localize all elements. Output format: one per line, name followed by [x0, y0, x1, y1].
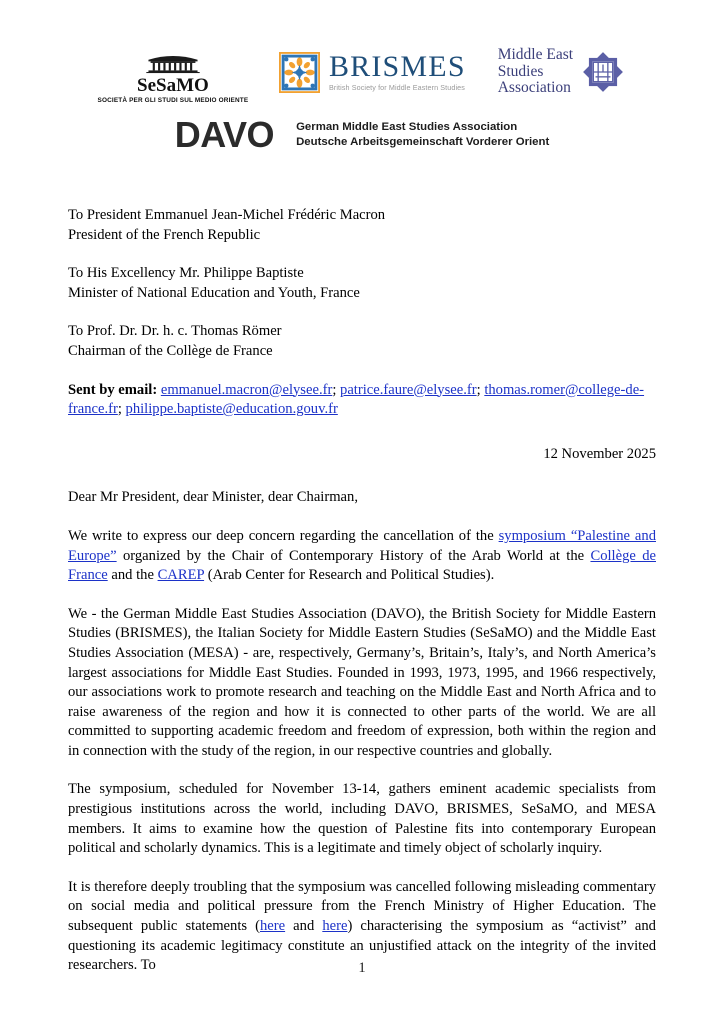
recipient-1-line-1: To President Emmanuel Jean-Michel Frédéric Macron	[68, 207, 386, 223]
p4-part-2: and	[285, 918, 323, 935]
logo-brismes	[279, 44, 466, 100]
p1-part-3: and the	[107, 567, 158, 584]
recipient-block-2	[68, 264, 656, 303]
brismes-geometric-tile-icon	[279, 52, 320, 93]
mesa-star-emblem-icon	[581, 50, 625, 94]
recipient-block-1	[68, 206, 656, 245]
davo-tagline-line-2: Deutsche Arbeitsgemeinschaft Vorderer Orient	[296, 136, 550, 148]
davo-wordmark: DAVO	[174, 114, 275, 155]
email-link-romer[interactable]: thomas.romer@college-de-france.fr	[68, 381, 645, 418]
paragraph-3: The symposium, scheduled for November 13-14, gathers eminent academic specialists from prestigious institutions across the world, including DAVO, BRISMES, SeSaMO, and MESA members. It aims to examine how the question of Palestine fits into contemporary European political and scholarly dynamics. This is a legitimate and timely object of scholarly inquiry.	[68, 781, 656, 857]
email-link-baptiste[interactable]: philippe.baptiste@education.gouv.fr	[125, 401, 338, 418]
paragraph-1	[68, 527, 656, 586]
link-college-de-france[interactable]: Collège de France	[68, 547, 656, 584]
page-number: 1	[358, 960, 366, 976]
recipient-block-3	[68, 322, 656, 361]
logo-mesa	[498, 42, 625, 102]
mesa-line-1: Middle East	[497, 46, 574, 64]
paragraph-2: We - the German Middle East Studies Association (DAVO), the British Society for Middle Eastern Studies (BRISMES), the Italian Society for Middle Eastern Studies (SeSaMO) and the Middle East Studies Association (MESA) - are, respectively, Germany’s, Britain’s, Italy’s, and North America’s largest associations for Middle East Studies. Founded in 1993, 1973, 1995, and 1966 respectively, our associations work to promote research and teaching on the Middle East and North Africa and to raise awareness of the region and how it is connected to other parts of the world. We are all committed to supporting academic freedom and freedom of expression, both within the region and in connection with the study of the region, in our respective countries and globally.	[68, 605, 656, 759]
email-separator-1: ;	[332, 381, 341, 398]
mesa-line-2: Studies	[497, 62, 544, 80]
logo-sesamo	[99, 39, 247, 105]
p4-part-1: It is therefore deeply troubling that the symposium was cancelled following misleading commentary on social media and political pressure from the French Ministry of Higher Education. The subsequent public statements (	[68, 878, 656, 935]
p1-part-2: organized by the Chair of Contemporary History of the Arab World at the	[116, 547, 591, 564]
email-separator-2: ;	[476, 381, 485, 398]
logo-davo	[0, 116, 724, 154]
brismes-wordmark: BRISMES	[328, 50, 466, 83]
sesamo-wordmark: SeSaMO	[137, 75, 209, 96]
mesa-line-3: Association	[497, 79, 571, 97]
davo-text-block	[296, 120, 549, 150]
salutation: Dear Mr President, dear Minister, dear Chairman,	[68, 489, 358, 506]
recipient-1-line-2: President of the French Republic	[68, 226, 261, 243]
email-link-macron[interactable]: emmanuel.macron@elysee.fr	[160, 381, 333, 398]
link-symposium-palestine-and-europe[interactable]: symposium “Palestine and Europe”	[68, 527, 656, 564]
email-separator-3: ;	[117, 401, 126, 418]
p4-part-3: ) characterising the symposium as “activist” and questioning its academic legitimacy constitute an unjustified attack on the integrity of the invited researchers. To	[68, 918, 656, 974]
recipient-3-line-2: Chairman of the Collège de France	[68, 342, 273, 359]
brismes-tagline: British Society for Middle Eastern Studies	[328, 83, 465, 92]
link-carep[interactable]: CAREP	[157, 567, 205, 584]
logo-header-row	[0, 38, 724, 106]
letter-body	[68, 206, 656, 976]
sesamo-colonnade-icon	[141, 53, 205, 75]
link-here-2[interactable]: here	[322, 918, 348, 935]
recipient-3-line-1: To Prof. Dr. Dr. h. c. Thomas Römer	[68, 323, 282, 340]
recipient-2-line-1: To His Excellency Mr. Philippe Baptiste	[68, 265, 304, 282]
email-link-faure[interactable]: patrice.faure@elysee.fr	[340, 381, 477, 398]
sent-by-email-line	[68, 381, 656, 420]
mesa-text-block	[498, 47, 573, 97]
link-here-1[interactable]: here	[259, 918, 286, 935]
sesamo-tagline: SOCIETÀ PER GLI STUDI SUL MEDIO ORIENTE	[97, 97, 249, 104]
recipient-2-line-2: Minister of National Education and Youth, France	[68, 284, 360, 301]
p1-part-1: We write to express our deep concern regarding the cancellation of the	[68, 527, 499, 544]
sent-by-email-label: Sent by email:	[68, 381, 158, 398]
davo-tagline-line-1: German Middle East Studies Association	[296, 121, 518, 133]
letter-date: 12 November 2025	[543, 445, 656, 462]
p1-part-4: (Arab Center for Research and Political Studies).	[204, 567, 495, 584]
brismes-text-block	[329, 51, 466, 93]
